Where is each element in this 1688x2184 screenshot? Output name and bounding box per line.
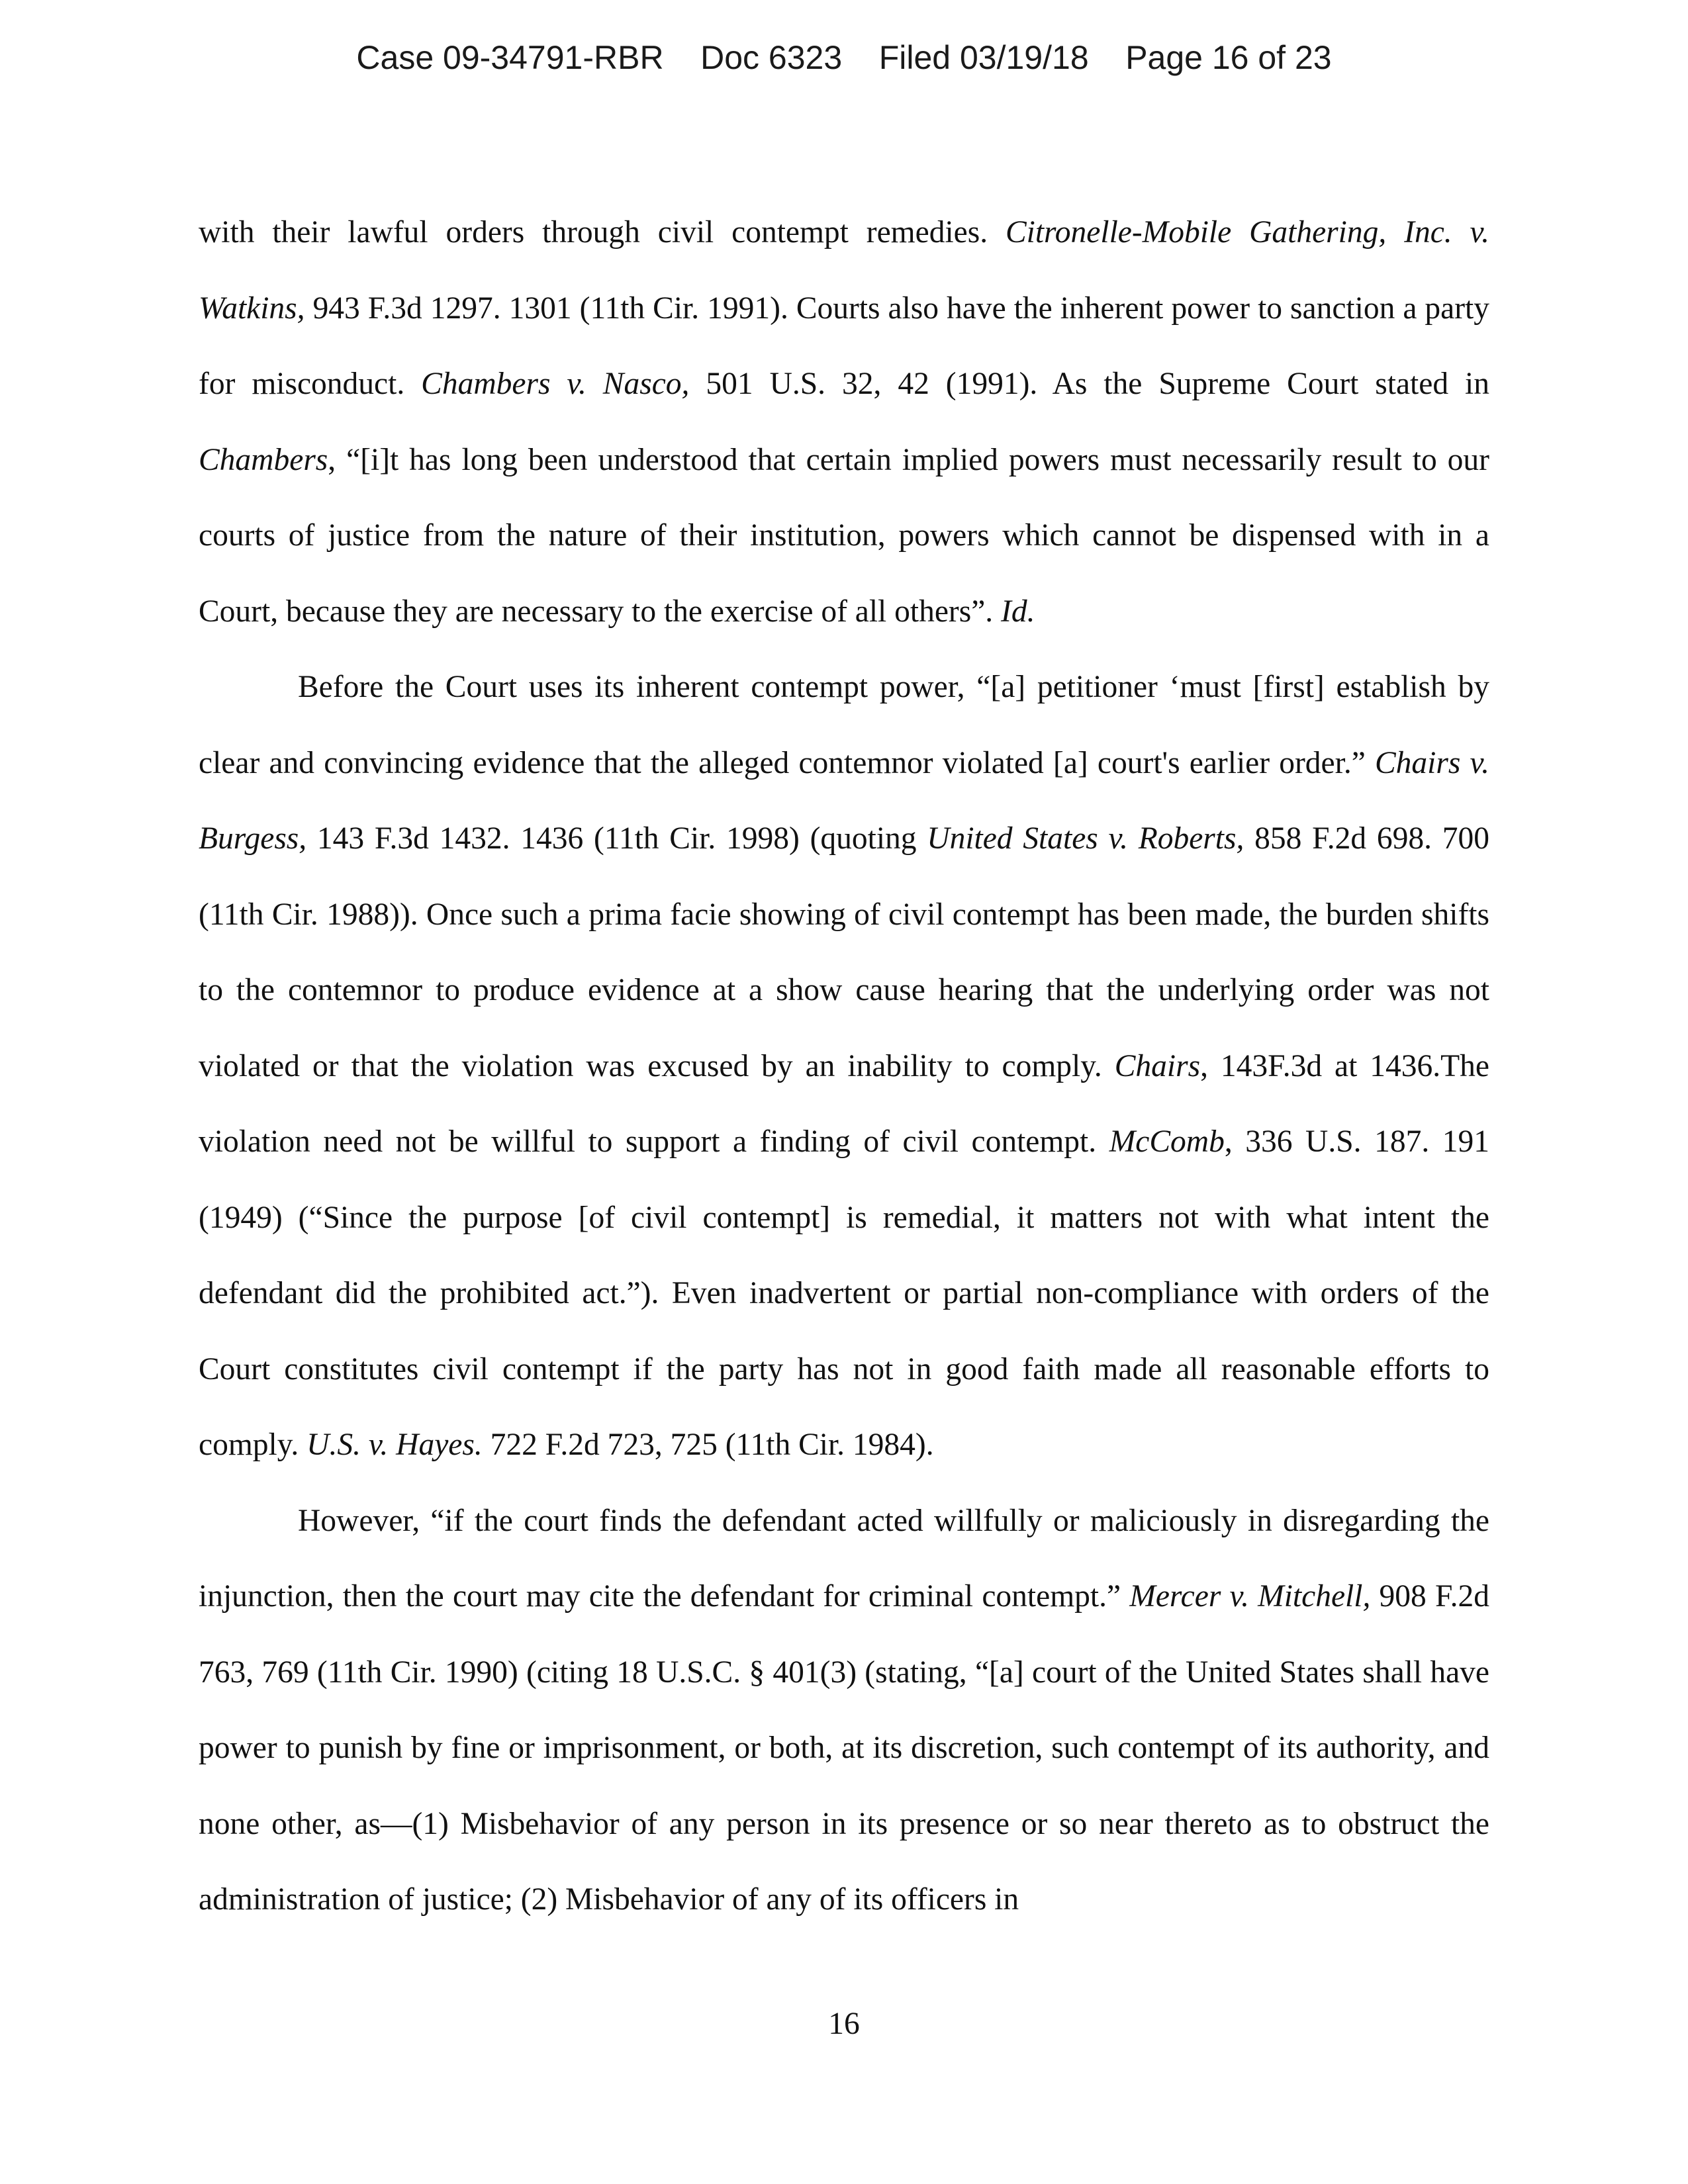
paragraph-3 [199, 1483, 1489, 1938]
paragraph-2 [199, 649, 1489, 1483]
case-citation: United States v. Roberts, [927, 821, 1244, 856]
page-number: 16 [828, 2007, 860, 2041]
case-citation: Chairs v. Burgess, [199, 745, 1489, 856]
text-run: 143 F.3d 1432. 1436 (11th Cir. 1998) (quoting [306, 821, 927, 856]
case-citation: Id. [1001, 594, 1035, 629]
document-body [199, 195, 1489, 1938]
text-run: Before the Court uses its inherent contempt power, “[a] petitioner ‘must [first] establish by clear and convincing evidence that the alleged contemnor violated [a] court's earlier order.” [199, 670, 1489, 780]
text-run: , 143F.3d at 1436.The violation need not be willful to support a finding of civil contempt. [199, 1048, 1489, 1159]
text-run: 943 F.3d 1297. 1301 (11th Cir. 1991). Courts also have the inherent power to sanction a party for misconduct. [199, 291, 1489, 401]
paragraph-1 [199, 195, 1489, 649]
case-citation: Mercer v. Mitchell, [1129, 1579, 1371, 1614]
case-citation: McComb [1109, 1124, 1225, 1159]
case-header: Case 09-34791-RBR Doc 6323 Filed 03/19/18 Page 16 of 23 [356, 39, 1332, 76]
text-run: 501 U.S. 32, 42 (1991). As the Supreme Court stated in [689, 367, 1489, 401]
text-run: , 336 U.S. 187. 191 (1949) (“Since the purpose [of civil contempt] is remedial, it matters not with what intent the defendant did the prohibited act.”). Even inadvertent or partial non-compliance with orders of the Court constitutes civil contempt if the party has not in good faith made all reasonable efforts to comply. [199, 1124, 1489, 1462]
text-run: However, “if the court finds the defendant acted willfully or maliciously in disregarding the injunction, then the court may cite the defendant for criminal contempt.” [199, 1503, 1489, 1614]
case-citation: Citronelle-Mobile Gathering, Inc. v. Watkins, [199, 215, 1489, 326]
text-run: 858 F.2d 698. 700 (11th Cir. 1988)). Once such a prima facie showing of civil contempt has been made, the burden shifts to the contemnor to produce evidence at a show cause hearing that the underlying order was not violated or that the violation was excused by an inability to comply. [199, 821, 1489, 1083]
case-citation: U.S. v. Hayes. [306, 1428, 483, 1462]
text-run: , “[i]t has long been understood that certain implied powers must necessarily result to our courts of justice from the nature of their institution, powers which cannot be dispensed with in a Court, because they are necessary to the exercise of all others”. [199, 442, 1489, 629]
case-citation: Chairs [1114, 1048, 1201, 1083]
case-citation: Chambers v. Nasco, [421, 367, 690, 401]
text-run: 908 F.2d 763, 769 (11th Cir. 1990) (citing 18 U.S.C. § 401(3) (stating, “[a] court of the United States shall have power to punish by fine or imprisonment, or both, at its discretion, such contempt of its authority, and none other, as—(1) Misbehavior of any person in its presence or so near thereto as to obstruct the administration of justice; (2) Misbehavior of any of its officers in [199, 1579, 1489, 1917]
case-citation: Chambers [199, 442, 328, 477]
text-run: 722 F.2d 723, 725 (11th Cir. 1984). [482, 1428, 934, 1462]
text-run: with their lawful orders through civil contempt remedies. [199, 215, 1006, 250]
